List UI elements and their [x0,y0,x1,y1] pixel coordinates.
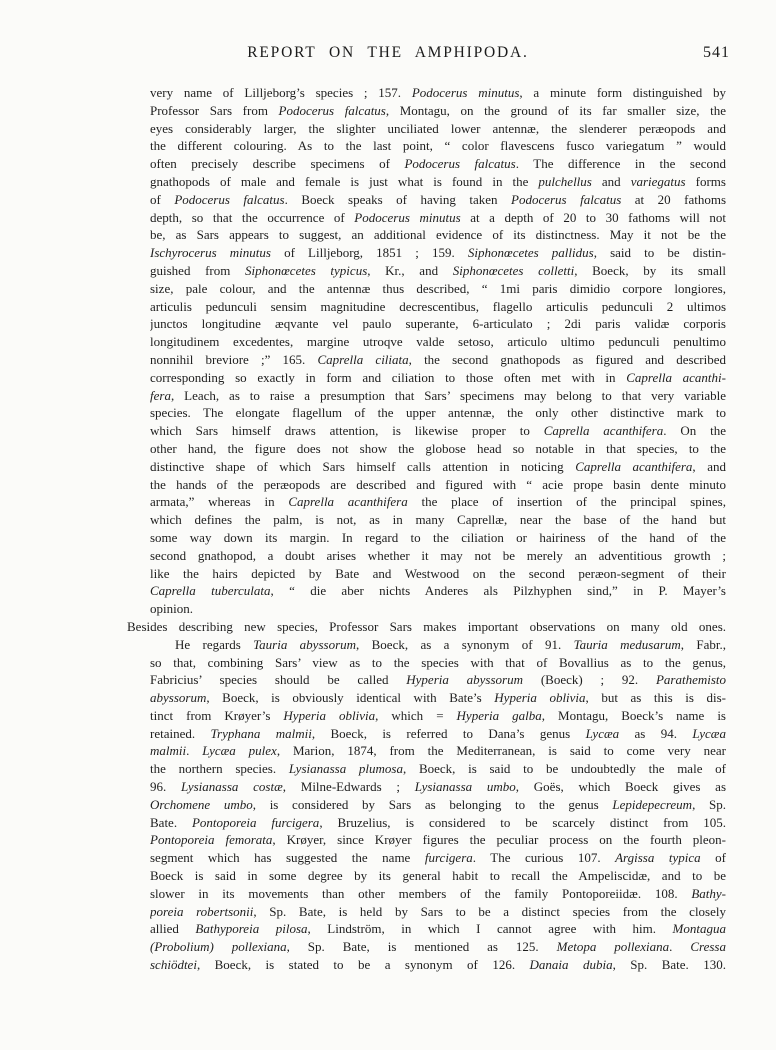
text-line [150,903,726,921]
species-name-italic: variegatus [630,173,686,189]
running-title: REPORT ON THE AMPHIPODA. [247,44,529,61]
text-segment: . [186,743,203,759]
text-line [150,280,726,298]
species-name-italic: Hyperia oblivia [283,707,376,723]
text-line [150,137,726,155]
text-segment: corresponding so exactly in form and ciliation to those often met with in [150,369,627,385]
text-segment: , Boeck, is said to be undoubtedly the male of [403,761,726,777]
text-line [150,84,726,102]
text-line [150,226,726,244]
page-number: 541 [703,44,730,61]
species-name-italic: Lycæa pulex [202,743,277,759]
text-segment: , is considered by Sars as belonging to the genus [252,796,613,812]
text-segment: , Boeck, is obviously identical with Bate’s [206,690,495,706]
text-segment: which Sars himself draws attention, is likewise proper to [150,423,544,439]
text-line [150,796,726,814]
text-segment: very name of Lilljeborg’s species ; 157. [150,85,412,100]
text-segment: He regards [175,636,254,652]
text-segment: Professor Sars from [150,102,279,118]
species-name-italic: Tauria abyssorum [253,636,357,652]
species-name-italic: Hyperia oblivia [494,690,586,706]
text-segment: at a depth of 20 to 30 fathoms will not [460,209,726,225]
species-name-italic: Podocerus falcatus [174,191,285,207]
text-line [150,636,726,654]
species-name-italic: Bathy- [691,885,726,901]
species-name-italic: Lysianassa costæ [181,779,283,795]
species-name-italic: Tauria medusarum [573,636,681,652]
text-segment: , Boeck, by its small [574,262,726,278]
species-name-italic: Montagua [672,921,726,937]
species-name-italic: Metopa pollexiana [556,939,670,955]
text-segment: size, pale colour, and the antennæ thus described, “ 1mi paris dimidio corpore longiores, [150,280,726,296]
text-segment: nonnihil breviore ;” 165. [150,351,318,367]
text-segment: so that, combining Sars’ view as to the species with that of Bovallius as to the genus, [150,654,726,670]
species-name-italic: Caprella tuberculata [150,583,271,599]
species-name-italic: Podocerus minutus [411,85,520,100]
species-name-italic: Caprella ciliata [317,351,409,367]
text-segment: distinctive shape of which Sars himself calls attention in noticing [150,458,576,474]
text-segment: . The curious 107. [472,850,616,866]
species-name-italic: Hyperia abyssorum [406,672,524,688]
text-line [150,671,726,689]
text-segment: often precisely describe specimens of [150,156,405,172]
text-segment: armata,” whereas in [150,494,289,510]
text-line [150,547,726,565]
text-segment: , but as this is dis- [585,690,726,706]
text-segment: junctos longitudine æqvante vel paulo superante, 6-articulato ; 2di paris validæ corporis [150,316,726,332]
text-segment: , Marion, 1874, from the Mediterranean, is said to come very near [276,743,726,759]
species-name-italic: Hyperia galba [456,707,542,723]
text-segment: species. The elongate flagellum of the upper antennæ, the only other distinctive mark to [150,405,726,421]
text-line [150,102,726,120]
species-name-italic: Parathemisto [655,672,726,688]
species-name-italic: Orchomene umbo [150,796,253,812]
text-segment: Boeck is said in some degree by its general habit to recall the Ampeliscidæ, and to be [150,868,726,884]
text-segment: slower in its movements than other members of the family Pontoporeiidæ. 108. [150,885,692,901]
text-segment: , Leach, as to raise a presumption that Sars’ specimens may belong to that very variable [170,387,726,403]
text-segment: be, as Sars appears to suggest, an additional evidence of its distinctness. May it not be the [150,227,726,243]
text-line [150,831,726,849]
text-line [150,867,726,885]
text-segment: gnathopods of male and female is just what is found in the [150,173,539,189]
page-body [127,84,726,974]
text-line [150,529,726,547]
text-line [150,120,726,138]
text-segment: 96. [150,779,181,795]
species-name-italic: Lysianassa plumosa [288,761,403,777]
text-line [150,778,726,796]
text-segment: , Sp. [692,796,726,812]
species-name-italic: (Probolium) pollexiana [150,939,287,955]
text-segment: , said to be distin- [593,245,726,261]
text-segment: , Sp. Bate. 130. [612,957,726,973]
paragraph-1 [150,84,726,618]
text-segment: , Kr., and [367,262,453,278]
text-segment: of [700,850,726,866]
species-name-italic: Podocerus falcatus [278,102,386,118]
text-line [150,458,726,476]
text-segment: of Lilljeborg, 1851 ; 159. [270,245,468,261]
species-name-italic: poreia robertsonii [150,903,254,919]
text-segment: , a minute form distinguished by [519,85,726,100]
species-name-italic: Pontoporeia femorata [150,832,273,848]
text-line [150,422,726,440]
text-line [150,689,726,707]
text-line [150,244,726,262]
species-name-italic: Siphonœcetes colletti [452,262,575,278]
text-segment: and [591,173,631,189]
species-name-italic: Podocerus falcatus [511,191,622,207]
species-name-italic: Podocerus minutus [354,209,461,225]
text-line [150,760,726,778]
text-segment: which defines the palm, is not, as in many Caprellæ, near the base of the hand but [150,512,726,528]
text-line [150,707,726,725]
text-line [150,565,726,583]
text-segment: , Sp. Bate, is mentioned as 125. [286,939,557,955]
text-segment: , Goës, which Boeck gives as [515,779,726,795]
text-segment: forms [685,173,726,189]
text-segment: , Milne-Edwards ; [282,779,415,795]
text-segment: guished from [150,262,246,278]
species-name-italic: Siphonœcetes typicus [245,262,368,278]
text-segment: , Boeck, as a synonym of 91. [356,636,574,652]
text-segment: retained. [150,725,211,741]
text-line [150,387,726,405]
text-segment: articulis pedunculi sensim magnitudine decrescentibus, flagello articulis pedunculi 2 ultimos [150,298,726,314]
text-line [150,742,726,760]
text-segment: longitudinem excedentes, margine utroqve valde setoso, articulo ultimo pedunculi penultimo [150,334,726,350]
text-line [150,315,726,333]
text-segment: opinion. [150,601,193,617]
species-name-italic: abyssorum [150,690,207,706]
species-name-italic: Pontoporeia furcigera [191,814,320,830]
text-line [150,814,726,832]
text-segment: Besides describing new species, Professor Sars makes important observations on many old ones. [127,618,726,634]
text-segment: the northern species. [150,761,289,777]
text-segment: depth, so that the occurrence of [150,209,355,225]
text-line [150,582,726,600]
text-line [150,654,726,672]
species-name-italic: Siphonœcetes pallidus [467,245,594,261]
species-name-italic: Lycæa [585,725,620,741]
text-segment: . On the [663,423,726,439]
text-segment: tinct from Krøyer’s [150,707,284,723]
paragraph-2 [127,618,726,974]
text-line [150,476,726,494]
text-line [150,511,726,529]
text-segment: . The difference in the second [515,156,726,172]
species-name-italic: Cressa [690,939,726,955]
text-line [150,209,726,227]
species-name-italic: schiödtei [150,957,197,973]
species-name-italic: Podocerus falcatus [404,156,516,172]
text-segment: , Boeck, is stated to be a synonym of 126. [196,957,530,973]
text-segment: , Boeck, is referred to Dana’s genus [311,725,586,741]
text-segment: Bate. [150,814,192,830]
species-name-italic: malmii [150,743,187,759]
text-segment: , Montagu, Boeck’s name is [541,707,726,723]
text-line [150,298,726,316]
text-segment: Fabricius’ species should be called [150,672,407,688]
text-segment: second gnathopod, a doubt arises whether it may not be merely an adventitious growth ; [150,547,726,563]
text-segment: segment which has suggested the name [150,850,425,866]
text-segment: , Lindström, in which I cannot agree with him. [307,921,673,937]
text-line [150,262,726,280]
text-line [150,600,726,618]
text-line [150,849,726,867]
text-segment: the place of insertion of the principal spines, [407,494,726,510]
text-segment: , the second gnathopods as figured and described [408,351,726,367]
text-segment: , Sp. Bate, is held by Sars to be a distinct species from the closely [253,903,726,919]
species-name-italic: Danaia dubia [529,957,613,973]
species-name-italic: Argissa typica [615,850,701,866]
text-segment: allied [150,921,196,937]
species-name-italic: Caprella acanthi- [626,369,726,385]
text-segment: eyes considerably larger, the slighter unciliated lower antennæ, the slenderer peræopods and [150,120,726,136]
text-segment: , Montagu, on the ground of its far smaller size, the [385,102,726,118]
page-header [0,44,776,64]
species-name-italic: Lycæa [692,725,726,741]
species-name-italic: Lysianassa umbo [414,779,516,795]
species-name-italic: Caprella acanthifera [575,458,693,474]
text-line [150,885,726,903]
text-segment: other hand, the figure does not show the globose head so notable in that species, to the [150,440,726,456]
text-segment: (Boeck) ; 92. [523,672,656,688]
text-line [150,191,726,209]
text-line [150,725,726,743]
species-name-italic: Ischyrocerus minutus [150,245,271,261]
species-name-italic: Caprella acanthifera [288,494,408,510]
text-line [150,493,726,511]
species-name-italic: Lepidepecreum [612,796,693,812]
text-segment: of [150,191,175,207]
species-name-italic: fera [150,387,171,403]
species-name-italic: pulchellus [538,173,592,189]
text-line [150,938,726,956]
text-line [150,369,726,387]
text-line [150,351,726,369]
text-line [150,920,726,938]
text-segment: , “ die aber nichts Anderes als Pilzhyphen sind,” in P. Mayer’s [270,583,726,599]
text-segment: . [669,939,691,955]
text-line [150,440,726,458]
text-segment: as 94. [619,725,693,741]
text-line [150,956,726,974]
species-name-italic: Bathyporeia pilosa [195,921,308,937]
text-segment: , Krøyer, since Krøyer figures the peculiar process on the fourth pleon- [272,832,726,848]
text-line [127,618,726,636]
text-segment: like the hairs depicted by Bate and Westwood on the second peræon-segment of their [150,565,726,581]
species-name-italic: Tryphana malmii [210,725,312,741]
text-segment: , Fabr., [680,636,726,652]
text-line [150,333,726,351]
text-segment: , which = [375,707,457,723]
species-name-italic: furcigera [424,850,473,866]
text-line [150,404,726,422]
text-segment: . Boeck speaks of having taken [284,191,512,207]
text-segment: , and [692,458,726,474]
text-segment: at 20 fathoms [621,191,726,207]
text-segment: , Bruzelius, is considered to be scarcely distinct from 105. [319,814,726,830]
text-line [150,155,726,173]
text-line [150,173,726,191]
text-segment: the hands of the peræopods are described and figured with “ acie prope basin dente minuto [150,476,726,492]
text-segment: some way down its margin. In regard to the ciliation or hairiness of the hand of the [150,529,726,545]
species-name-italic: Caprella acanthifera [543,423,664,439]
text-segment: the different colouring. As to the last point, “ color flavescens fusco variegatum ” would [150,138,726,154]
